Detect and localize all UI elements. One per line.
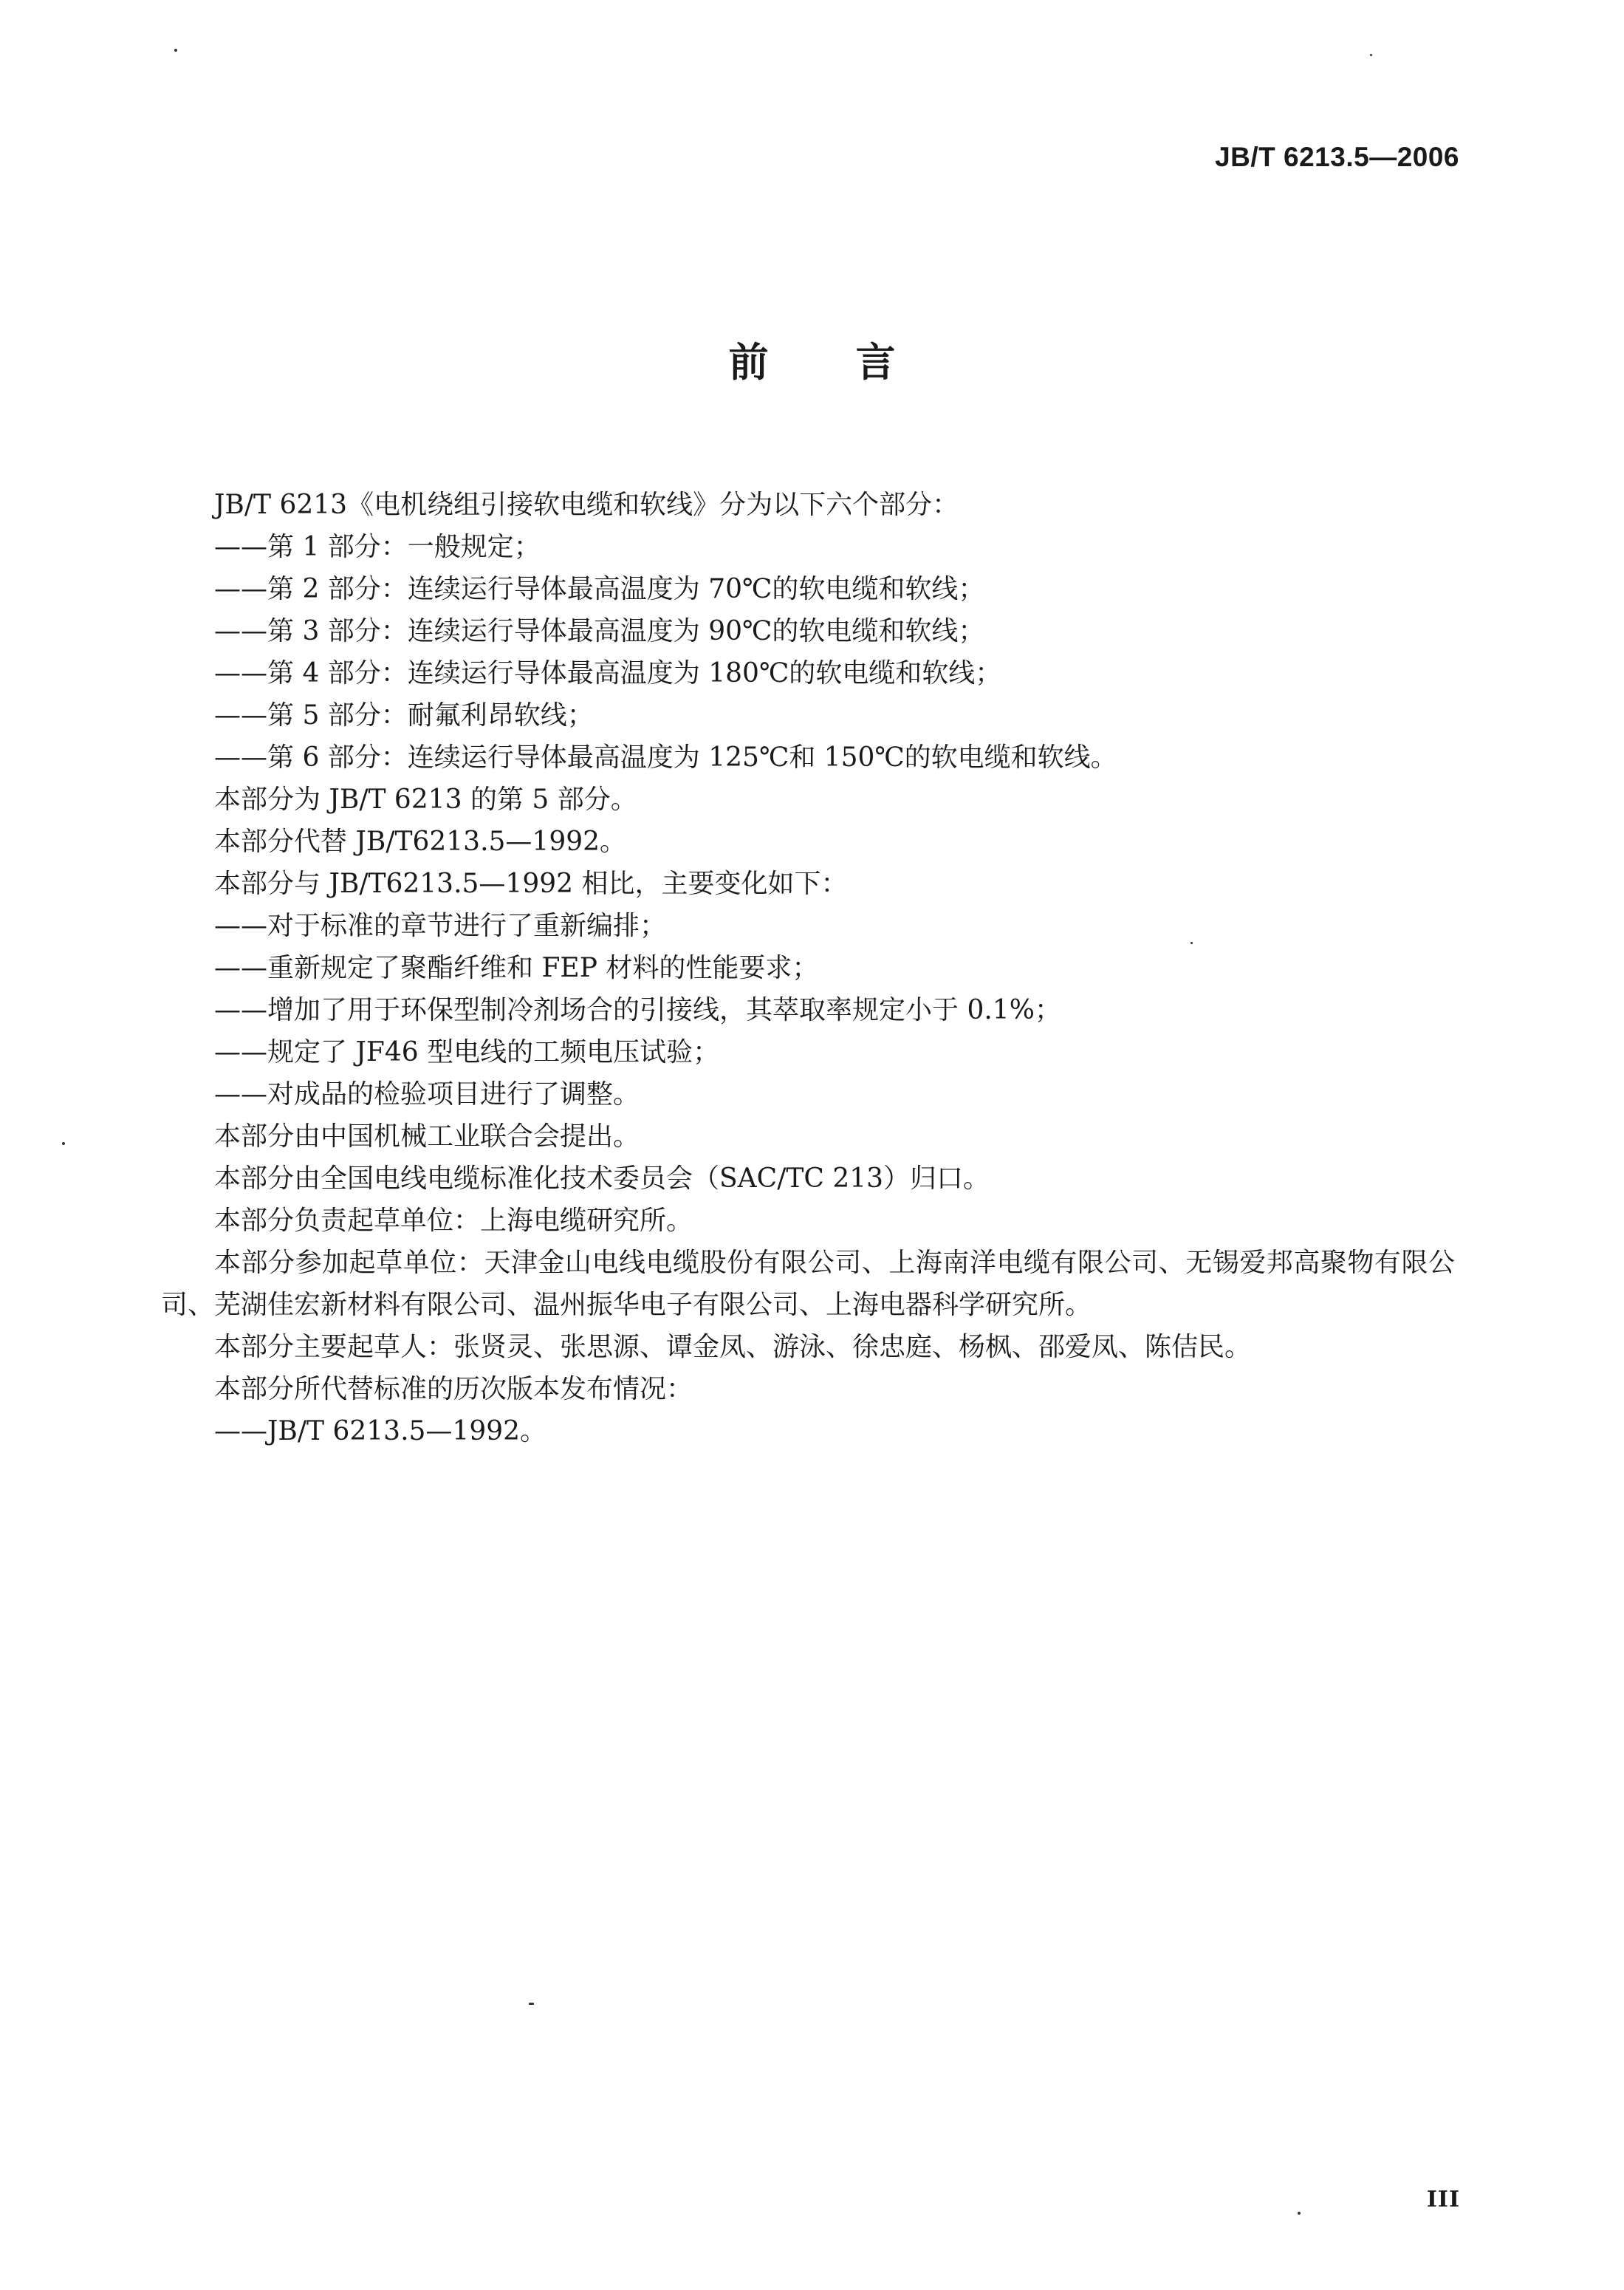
scan-speck — [529, 2003, 534, 2005]
statement-paragraph: 本部分与 JB/T6213.5—1992 相比，主要变化如下： — [214, 869, 848, 899]
change-list-item: ——规定了 JF46 型电线的工频电压试验； — [214, 1037, 720, 1067]
statement-paragraph: 本部分主要起草人：张贤灵、张思源、谭金凤、游泳、徐忠庭、杨枫、邵爱凤、陈佶民。 — [214, 1332, 1252, 1362]
foreword-body — [161, 484, 1455, 1452]
history-list-item: ——JB/T 6213.5—1992。 — [214, 1416, 547, 1446]
part-list-item: ——第 3 部分：连续运行导体最高温度为 90℃的软电缆和软线； — [214, 616, 985, 646]
statement-paragraph: 本部分代替 JB/T6213.5—1992。 — [214, 827, 627, 857]
change-list-item: ——增加了用于环保型制冷剂场合的引接线，其萃取率规定小于 0.1%； — [214, 995, 1061, 1025]
statement-paragraph: 本部分由全国电线电缆标准化技术委员会（SAC/TC 213）归口。 — [214, 1163, 990, 1194]
change-list-item: ——对于标准的章节进行了重新编排； — [214, 911, 667, 941]
scan-speck — [1298, 2212, 1301, 2215]
statement-paragraph: 本部分为 JB/T 6213 的第 5 部分。 — [214, 785, 637, 815]
statement-paragraph: 本部分由中国机械工业联合会提出。 — [214, 1121, 640, 1152]
scan-speck — [1190, 942, 1193, 944]
scan-speck — [62, 1142, 65, 1145]
page-number: III — [1426, 2187, 1460, 2212]
statement-paragraph: 本部分所代替标准的历次版本发布情况： — [214, 1374, 693, 1404]
change-list-item: ——对成品的检验项目进行了调整。 — [214, 1079, 640, 1110]
part-list-item: ——第 2 部分：连续运行导体最高温度为 70℃的软电缆和软线； — [214, 574, 985, 604]
part-list-item: ——第 1 部分：一般规定； — [214, 532, 541, 562]
page-title: 前言 — [728, 339, 983, 386]
statement-paragraph: 本部分参加起草单位：天津金山电线电缆股份有限公司、上海南洋电缆有限公司、无锡爱邦高聚物有限公司、芜湖佳宏新材料有限公司、温州振华电子有限公司、上海电器科学研究所。 — [161, 1248, 1455, 1320]
standard-code: JB/T 6213.5—2006 — [1215, 142, 1459, 172]
part-list-item: ——第 6 部分：连续运行导体最高温度为 125℃和 150℃的软电缆和软线。 — [214, 742, 1117, 773]
intro-paragraph: JB/T 6213《电机绕组引接软电缆和软线》分为以下六个部分： — [214, 490, 959, 520]
scan-speck — [174, 49, 177, 52]
part-list-item: ——第 5 部分：耐氟利昂软线； — [214, 700, 594, 731]
part-list-item: ——第 4 部分：连续运行导体最高温度为 180℃的软电缆和软线； — [214, 658, 1002, 688]
change-list-item: ——重新规定了聚酯纤维和 FEP 材料的性能要求； — [214, 953, 819, 983]
statement-paragraph: 本部分负责起草单位：上海电缆研究所。 — [214, 1206, 693, 1236]
scan-speck — [1370, 54, 1372, 56]
